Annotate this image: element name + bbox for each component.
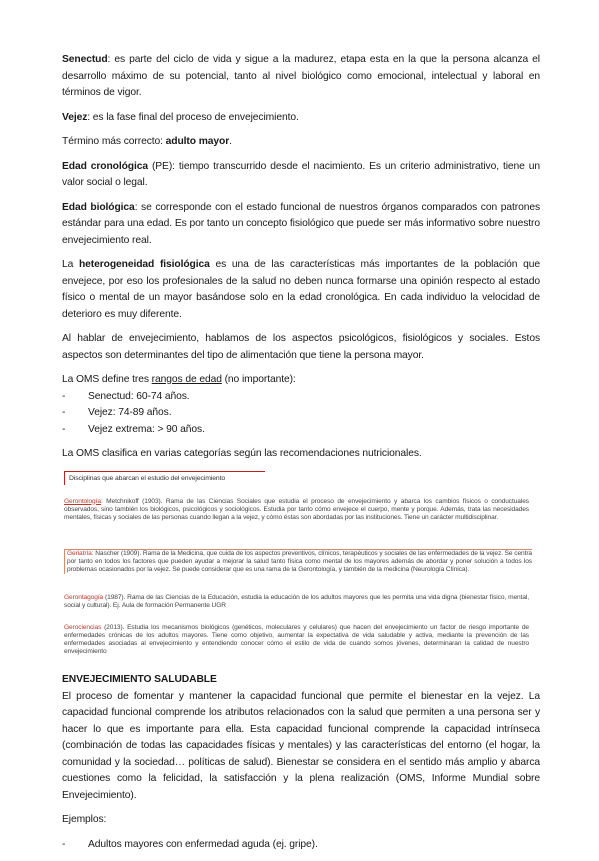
list-item: - Vejez extrema: > 90 años. bbox=[62, 422, 540, 439]
paragraph-oms-categorias: La OMS clasifica en varias categorías según las recomendaciones nutricionales. bbox=[62, 448, 422, 459]
term-senectud: Senectud bbox=[62, 54, 108, 65]
paragraph-aspectos: Al hablar de envejecimiento, hablamos de los aspectos psicológicos, fisiológicos y sociales. Estos aspectos son determinantes del tipo de alimentación que tiene la persona mayor. bbox=[62, 333, 540, 361]
term-heterogeneidad: heterogeneidad fisiológica bbox=[78, 259, 210, 270]
term-vejez: Vejez bbox=[62, 111, 88, 123]
examples-list bbox=[62, 837, 540, 854]
list-item: - Adultos mayores con enfermedad aguda (ej. gripe). bbox=[62, 837, 540, 854]
section-body: El proceso de fomentar y mantener la capacidad funcional que permite el bienestar en la vejez. La capacidad funcional comprende los atributos relacionados con la salud que permiten a una persona ser y hacer lo que es importante para ella. Esta capacidad funcional comprende la capacidad intrínseca (combinación de todas las capacidades físicas y mentales) y las características del entorno (el hogar, la comunidad y la sociedad… políticas de salud). Bienestar se considera en el sentido más amplio y abarca cuestiones como la felicidad, la satisfacción y la plena realización (OMS, Informe Mundial sobre Envejecimiento). bbox=[62, 690, 540, 801]
term-edad-cronologica: Edad cronológica bbox=[62, 160, 148, 172]
document-page bbox=[62, 52, 540, 861]
paragraph-oms-rangos: La OMS define tres rangos de edad (no importante): bbox=[62, 374, 296, 385]
paragraph-vejez: Vejez: es la fase final del proceso de envejecimiento. bbox=[62, 111, 299, 123]
paragraph-termino: Término más correcto: adulto mayor. bbox=[62, 136, 232, 147]
figure-entry-geriatria: Geriatría: Nascher (1909). Rama de la Medicina, que cuida de los aspectos preventivos, clínicos, terapéuticos y sociales de las enfermedades de la vejez. Se centra por tanto en todos los factores que pueden ayudar a mejorar la salud tanto física como mental de los mayores además de abordar y poner solución a todos los problemas ocasionados por la vejez. Se puede considerar que es una rama de la Gerontología, y también de la medicina (Neurología Clínica). bbox=[64, 549, 532, 575]
list-item: - Senectud: 60-74 años. bbox=[62, 389, 540, 406]
figure-entry-gerontologia: Gerontología: Metchnikoff (1903). Rama de las Ciencias Sociales que estudia el proceso de envejecimiento y abarca los cambios físicos o conductuales observados, sino también los biológicos, psicológicos y sociológicos. Estudia por tanto cómo envejece el cuerpo, mente y porque. Además, trata las necesidades mentales, físicas y sociales de las personas cuando llegan a la vejez, y cómo éstas son abordadas por las instituciones. Tiene un carácter multidisciplinar. bbox=[64, 497, 529, 522]
paragraph-edad-cronologica: Edad cronológica (PE): tiempo transcurrido desde el nacimiento. Es un criterio administrativo, tiene un valor social o legal. bbox=[62, 160, 540, 188]
figure-header: Disciplinas que abarcan el estudio del envejecimiento bbox=[64, 471, 265, 485]
term-edad-biologica: Edad biológica bbox=[62, 201, 135, 213]
age-ranges-list bbox=[62, 389, 540, 439]
examples-label: Ejemplos: bbox=[62, 814, 107, 825]
figure-entry-gerontagogia: Gerontagogía (1987). Rama de las Ciencias de la Educación, estudia la educación de los adultos mayores que les permita una vida digna (bienestar físico, mental, social y cultural). Ej. Aula de formación Permanente UGR bbox=[64, 593, 529, 609]
paragraph-heterogeneidad: La heterogeneidad fisiológica es una de las características más importantes de la población que envejece, por eso los profesionales de la salud no deben nunca formarse una opinión respecto al estado físico o mental de un mayor basándose solo en la edad cronológica. En cada individuo la velocidad de deterioro es muy diferente. bbox=[62, 259, 541, 320]
term-rangos-de-edad: rangos de edad bbox=[151, 374, 222, 385]
section-title: ENVEJECIMIENTO SALUDABLE bbox=[62, 673, 217, 685]
paragraph-edad-biologica: Edad biológica: se corresponde con el estado funcional de nuestros órganos comparados con patrones estándar para una edad. Es por tanto un concepto fisiológico que puede ser más informativo sobre nuestro envejecimiento real. bbox=[62, 201, 540, 246]
paragraph-senectud: Senectud: es parte del ciclo de vida y sigue a la madurez, etapa esta en la que la persona alcanza el desarrollo máximo de su potencial, tanto al nivel biológico como emocional, intelectual y laboral en términos de vigor. bbox=[62, 54, 540, 98]
figure-entry-gerociencias: Gerociencias (2013). Estudia los mecanismos biológicos (genéticos, moleculares y celulares) que hacen del envejecimiento un factor de riesgo importante de enfermedades crónicas de los adultos mayores. Tiene como objetivo, aumentar la expectativa de vida saludable y activa, mediante la prevención de las enfermedades asociadas al envejecimiento y entendiendo conocer cómo el estilo de vida de cuando somos jóvenes, determinaran la calidad de nuestro envejecimiento bbox=[64, 623, 529, 656]
disciplines-figure bbox=[64, 471, 534, 667]
list-item: - Vejez: 74-89 años. bbox=[62, 405, 540, 422]
term-adulto-mayor: adulto mayor bbox=[165, 136, 230, 147]
